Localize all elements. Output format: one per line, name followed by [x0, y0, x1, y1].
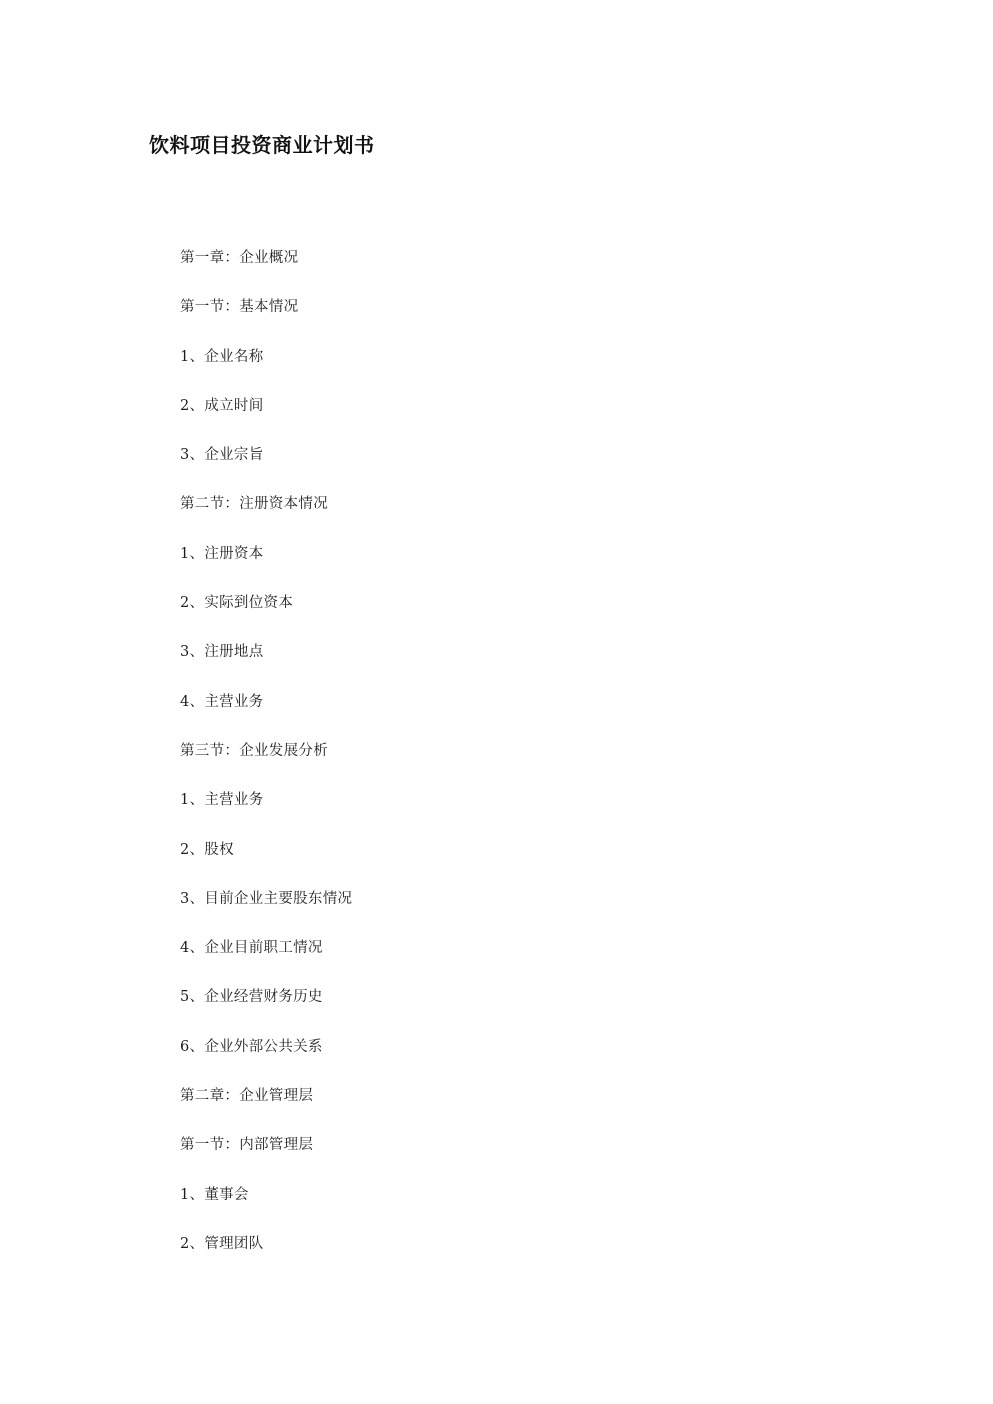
toc-item: 1、注册资本 [180, 545, 264, 562]
toc-item: 1、企业名称 [180, 348, 264, 365]
toc-item: 5、企业经营财务历史 [180, 989, 323, 1006]
document-title: 饮料项目投资商业计划书 [149, 133, 375, 157]
toc-item: 6、企业外部公共关系 [180, 1038, 323, 1055]
toc-section-1-3: 第三节：企业发展分析 [180, 742, 328, 759]
toc-item: 3、注册地点 [180, 644, 264, 661]
toc-item: 3、目前企业主要股东情况 [180, 890, 353, 907]
toc-chapter-1: 第一章：企业概况 [180, 250, 299, 266]
toc-section-1-2: 第二节：注册资本情况 [180, 496, 328, 513]
toc-item: 2、实际到位资本 [180, 595, 294, 612]
toc-item: 2、股权 [180, 841, 234, 858]
toc-item: 4、主营业务 [180, 693, 264, 710]
toc-item: 2、成立时间 [180, 397, 264, 414]
toc-section-2-1: 第一节：内部管理层 [180, 1137, 314, 1154]
toc-item: 1、董事会 [180, 1186, 249, 1203]
toc-item: 4、企业目前职工情况 [180, 940, 323, 957]
toc-item: 3、企业宗旨 [180, 447, 264, 464]
table-of-contents [180, 245, 352, 1280]
toc-item: 1、主营业务 [180, 792, 264, 809]
toc-item: 2、管理团队 [180, 1235, 264, 1252]
toc-chapter-2: 第二章：企业管理层 [180, 1088, 314, 1105]
toc-section-1-1: 第一节：基本情况 [180, 299, 299, 316]
